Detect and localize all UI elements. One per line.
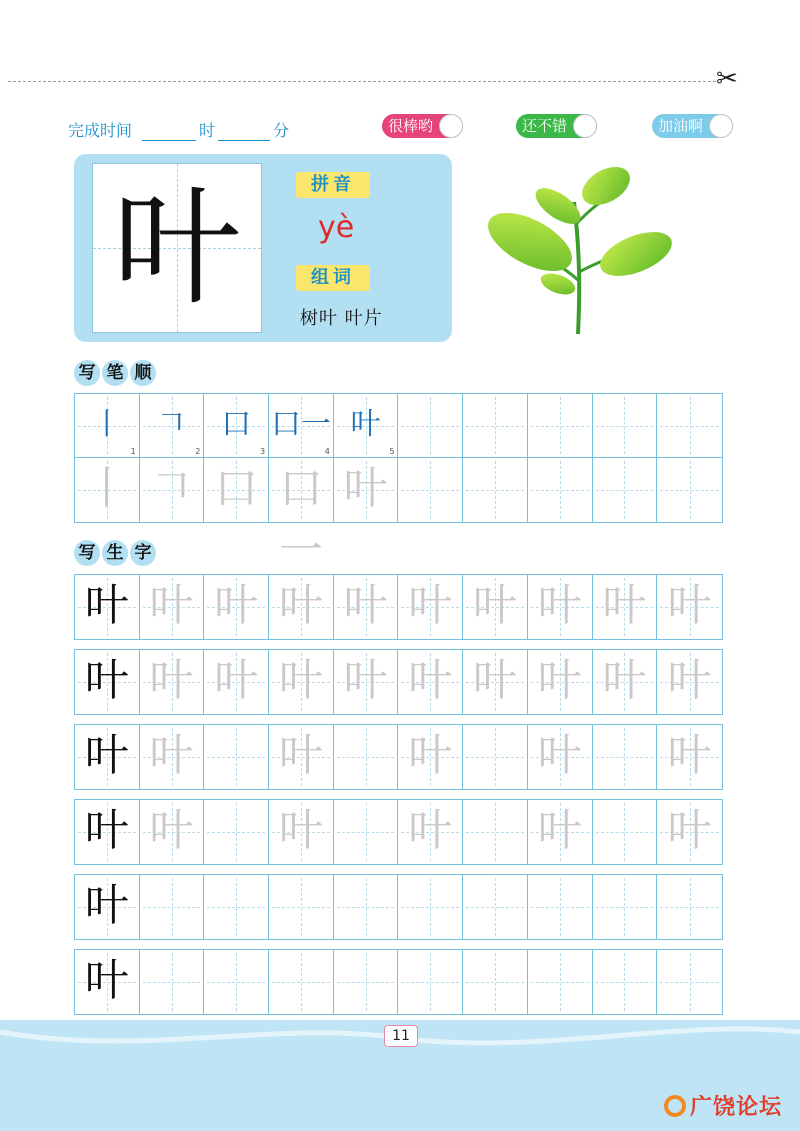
cut-line bbox=[8, 81, 716, 82]
rating-great-checkbox[interactable] bbox=[439, 114, 463, 138]
practice-row bbox=[74, 874, 723, 940]
cell-character: 叶 bbox=[149, 730, 194, 781]
title-char: 顺 bbox=[130, 360, 156, 386]
grid-cell[interactable] bbox=[593, 725, 658, 789]
cell-character: 口 bbox=[214, 463, 259, 514]
grid-cell[interactable] bbox=[204, 575, 269, 639]
grid-cell[interactable] bbox=[204, 725, 269, 789]
rating-great-label: 很棒哟 bbox=[388, 117, 434, 135]
grid-cell[interactable] bbox=[593, 800, 658, 864]
grid-cell[interactable] bbox=[593, 575, 658, 639]
grid-cell[interactable] bbox=[398, 875, 463, 939]
grid-cell[interactable] bbox=[657, 725, 722, 789]
cell-character: 叶 bbox=[278, 580, 323, 631]
hour-label: 时 bbox=[199, 121, 216, 140]
cell-character: 叶 bbox=[473, 655, 518, 706]
cell-character: 丨 bbox=[84, 463, 129, 514]
cell-character: 口一 bbox=[278, 463, 323, 576]
cell-character: 叶 bbox=[84, 580, 129, 631]
grid-cell[interactable] bbox=[657, 875, 722, 939]
leaf-plant-illustration bbox=[488, 162, 676, 338]
grid-cell[interactable] bbox=[204, 458, 269, 522]
grid-cell[interactable] bbox=[528, 575, 593, 639]
cell-character: 叶 bbox=[667, 655, 712, 706]
cell-character: 叶 bbox=[84, 955, 129, 1006]
grid-cell[interactable] bbox=[140, 875, 205, 939]
stroke-order-title bbox=[74, 360, 156, 386]
grid-cell[interactable] bbox=[463, 394, 528, 458]
grid-cell[interactable] bbox=[269, 875, 334, 939]
cell-character: 叶 bbox=[667, 580, 712, 631]
grid-cell[interactable] bbox=[334, 458, 399, 522]
grid-cell[interactable] bbox=[528, 800, 593, 864]
cell-character: 叶 bbox=[473, 580, 518, 631]
grid-cell[interactable] bbox=[657, 650, 722, 714]
cell-character: 叶 bbox=[84, 805, 129, 856]
cell-character: 叶 bbox=[214, 655, 259, 706]
cell-character: 叶 bbox=[84, 655, 129, 706]
cell-character: 叶 bbox=[408, 730, 453, 781]
cell-character: 叶 bbox=[149, 805, 194, 856]
cell-character: 叶 bbox=[602, 580, 647, 631]
cell-character: 叶 bbox=[343, 463, 388, 514]
cell-character: 口一 bbox=[270, 407, 331, 442]
cell-character: 叶 bbox=[84, 730, 129, 781]
stroke-order-grid bbox=[74, 393, 723, 576]
grid-cell[interactable] bbox=[593, 875, 658, 939]
grid-cell[interactable] bbox=[140, 394, 205, 458]
completion-time bbox=[68, 118, 289, 141]
grid-cell[interactable] bbox=[593, 650, 658, 714]
stroke-number: 4 bbox=[324, 447, 330, 456]
rating-keep-going[interactable] bbox=[652, 114, 733, 138]
cell-character: 叶 bbox=[343, 580, 388, 631]
pinyin-label: 拼音 bbox=[296, 172, 370, 198]
grid-cell[interactable] bbox=[140, 575, 205, 639]
practice-row bbox=[74, 574, 723, 640]
grid-cell[interactable] bbox=[398, 650, 463, 714]
grid-cell[interactable] bbox=[463, 725, 528, 789]
example-words: 树叶 叶片 bbox=[300, 308, 383, 329]
cell-character: 叶 bbox=[537, 580, 582, 631]
practice-row bbox=[74, 724, 723, 790]
scissors-icon: ✂ bbox=[716, 64, 738, 94]
grid-cell[interactable] bbox=[398, 800, 463, 864]
cell-character: 叶 bbox=[149, 580, 194, 631]
grid-cell[interactable] bbox=[75, 650, 140, 714]
title-char: 字 bbox=[130, 540, 156, 566]
grid-cell[interactable] bbox=[334, 725, 399, 789]
cell-character: 叶 bbox=[408, 805, 453, 856]
grid-cell[interactable] bbox=[657, 394, 722, 458]
title-char: 写 bbox=[74, 540, 100, 566]
grid-cell[interactable] bbox=[398, 575, 463, 639]
cell-character: 丨 bbox=[91, 407, 122, 442]
grid-cell[interactable] bbox=[528, 875, 593, 939]
grid-cell[interactable] bbox=[75, 800, 140, 864]
grid-cell[interactable] bbox=[75, 458, 140, 522]
practice-row bbox=[74, 799, 723, 865]
hour-blank[interactable] bbox=[142, 122, 196, 141]
cell-character: 叶 bbox=[350, 407, 381, 442]
grid-cell[interactable] bbox=[204, 650, 269, 714]
stroke-number: 1 bbox=[130, 447, 136, 456]
rating-keep-going-checkbox[interactable] bbox=[709, 114, 733, 138]
rating-good[interactable] bbox=[516, 114, 597, 138]
cell-character: 叶 bbox=[537, 655, 582, 706]
grid-cell[interactable] bbox=[75, 575, 140, 639]
grid-cell[interactable] bbox=[204, 394, 269, 458]
rating-good-label: 还不错 bbox=[522, 117, 568, 135]
grid-cell[interactable] bbox=[657, 800, 722, 864]
practice-row bbox=[74, 649, 723, 715]
big-character-box bbox=[92, 163, 262, 333]
site-logo bbox=[664, 1090, 782, 1121]
cell-character: 叶 bbox=[278, 805, 323, 856]
grid-cell[interactable] bbox=[463, 800, 528, 864]
grid-cell[interactable] bbox=[463, 875, 528, 939]
grid-cell[interactable] bbox=[528, 458, 593, 522]
grid-cell[interactable] bbox=[398, 394, 463, 458]
grid-cell[interactable] bbox=[593, 458, 658, 522]
stroke-number: 2 bbox=[195, 447, 201, 456]
rating-great[interactable] bbox=[382, 114, 463, 138]
cell-character: 𠃍 bbox=[156, 407, 187, 442]
grid-cell[interactable] bbox=[334, 650, 399, 714]
grid-cell[interactable] bbox=[204, 875, 269, 939]
stroke-number: 3 bbox=[260, 447, 266, 456]
grid-cell[interactable] bbox=[269, 575, 334, 639]
grid-cell[interactable] bbox=[269, 650, 334, 714]
cell-character: 叶 bbox=[278, 655, 323, 706]
grid-cell[interactable] bbox=[75, 875, 140, 939]
cell-character: 叶 bbox=[408, 580, 453, 631]
words-label: 组词 bbox=[296, 265, 370, 291]
page-number: 11 bbox=[384, 1025, 418, 1047]
time-label: 完成时间 bbox=[68, 121, 133, 140]
minute-label: 分 bbox=[273, 121, 290, 140]
cell-character: 叶 bbox=[408, 655, 453, 706]
grid-cell[interactable] bbox=[75, 725, 140, 789]
grid-cell[interactable] bbox=[657, 458, 722, 522]
cell-character: 叶 bbox=[214, 580, 259, 631]
logo-ring-icon bbox=[664, 1095, 686, 1117]
title-char: 笔 bbox=[102, 360, 128, 386]
cell-character: 叶 bbox=[667, 805, 712, 856]
grid-cell[interactable] bbox=[528, 650, 593, 714]
grid-cell[interactable] bbox=[334, 394, 399, 458]
grid-cell[interactable] bbox=[657, 575, 722, 639]
rating-good-checkbox[interactable] bbox=[573, 114, 597, 138]
cell-character: 叶 bbox=[84, 880, 129, 931]
cell-character: 叶 bbox=[537, 730, 582, 781]
title-char: 写 bbox=[74, 360, 100, 386]
pinyin: yè bbox=[318, 210, 355, 245]
title-char: 生 bbox=[102, 540, 128, 566]
grid-cell[interactable] bbox=[463, 575, 528, 639]
big-character: 叶 bbox=[112, 174, 241, 323]
grid-cell[interactable] bbox=[140, 725, 205, 789]
grid-cell[interactable] bbox=[593, 394, 658, 458]
practice-title bbox=[74, 540, 156, 566]
logo-text: 广饶论坛 bbox=[690, 1095, 783, 1120]
cell-character: 叶 bbox=[278, 730, 323, 781]
grid-cell[interactable] bbox=[528, 725, 593, 789]
grid-cell[interactable] bbox=[398, 725, 463, 789]
stroke-number: 5 bbox=[389, 447, 395, 456]
grid-cell[interactable] bbox=[334, 575, 399, 639]
grid-cell[interactable] bbox=[140, 800, 205, 864]
grid-cell[interactable] bbox=[463, 650, 528, 714]
grid-cell[interactable] bbox=[204, 800, 269, 864]
grid-cell[interactable] bbox=[75, 394, 140, 458]
grid-cell[interactable] bbox=[463, 458, 528, 522]
cell-character: 叶 bbox=[149, 655, 194, 706]
cell-character: 叶 bbox=[602, 655, 647, 706]
cell-character: 叶 bbox=[537, 805, 582, 856]
cell-character: 叶 bbox=[667, 730, 712, 781]
grid-cell[interactable] bbox=[140, 458, 205, 522]
minute-blank[interactable] bbox=[218, 122, 270, 141]
grid-cell[interactable] bbox=[528, 394, 593, 458]
grid-cell[interactable] bbox=[334, 800, 399, 864]
cell-character: 叶 bbox=[343, 655, 388, 706]
grid-cell[interactable] bbox=[269, 394, 334, 458]
character-card bbox=[74, 154, 452, 342]
cell-character: 𠃍 bbox=[149, 463, 194, 514]
rating-keep-going-label: 加油啊 bbox=[658, 117, 704, 135]
cell-character: 口 bbox=[221, 407, 252, 442]
grid-cell[interactable] bbox=[140, 650, 205, 714]
grid-cell[interactable] bbox=[269, 725, 334, 789]
grid-cell[interactable] bbox=[269, 458, 334, 576]
grid-cell[interactable] bbox=[269, 800, 334, 864]
grid-cell[interactable] bbox=[334, 875, 399, 939]
grid-cell[interactable] bbox=[398, 458, 463, 522]
